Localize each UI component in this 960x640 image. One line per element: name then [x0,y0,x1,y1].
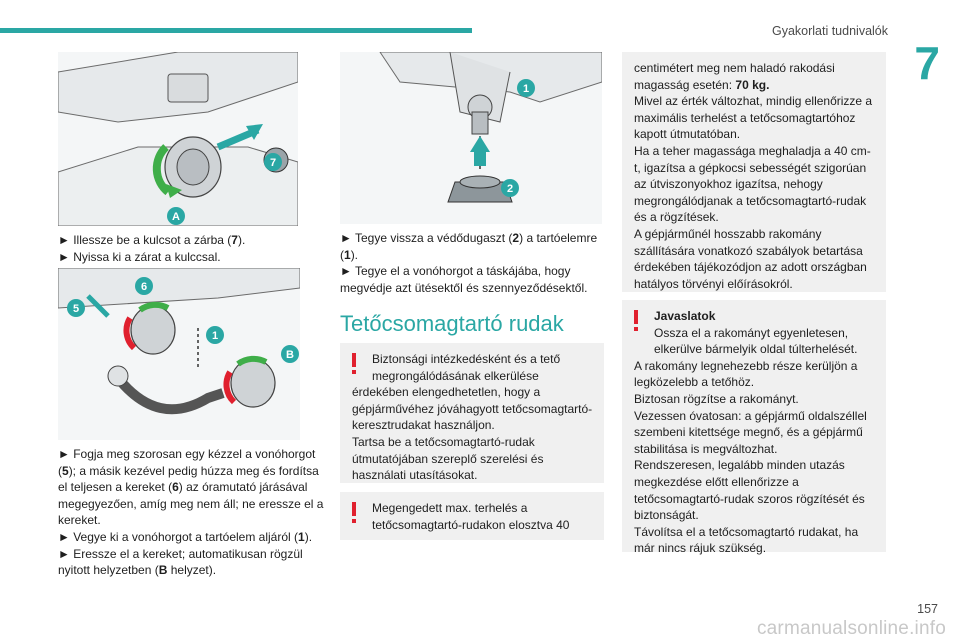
chapter-number: 7 [914,37,940,89]
column-1-steps-bottom [58,446,324,579]
note-recommendations-heading: Javaslatok [654,309,716,323]
note-safety-text: érdekében elengedhetetlen, hogy a gépjárművéhez jóváhagyott tetőcsomagtartó-keresztrudakat használjon. [352,385,593,433]
note-max-load-paragraph-4: A gépjárműnél hosszabb rakomány szállítására vonatkozó szabályok betartása érdekében tájékozódjon az adott országban hatályos törvényi előírásokról. [634,226,867,291]
column-2-steps [340,230,606,296]
callout-B-label: B [286,349,294,361]
figure-towbar-removal-illustration [58,268,300,440]
step-hold-towbar: ► Fogja meg szorosan egy kézzel a vonóhorgot (5); a másik kezével pedig húzza meg és fordítsa el teljesen a kereket (6) az óramutató járásával megegyezően, amíg meg nem áll; ne eressze el a kereket. [58,447,324,528]
page-number: 157 [917,602,938,616]
warning-note-recommendations [622,300,886,556]
callout-5-label: 5 [72,303,80,315]
callout-1-label-fig3: 1 [522,83,530,95]
note-max-load-text: Megengedett max. terhelés a tetőcsomagtartó-rudakon elosztva 40 [372,501,570,532]
header-accent-bar [0,28,472,33]
figure-towbar-removal [58,268,300,440]
step-release-wheel: ► Eressze el a kereket; automatikusan rögzül nyitott helyzetben (B helyzet). [58,546,303,578]
note-recommendations-p5: Rendszeresen, legalább minden utazás megkezdése előtt ellenőrizze a tetőcsomagtartó-rudak szoros rögzítését és biztonságát. [634,458,865,523]
note-safety-paragraph-2: Tartsa be a tetőcsomagtartó-rudak útmutatójában szereplő szerelési és használati utasításokat. [352,434,544,483]
callout-1-label: 1 [211,330,219,342]
step-store-towbar: ► Tegye el a vonóhorgot a táskájába, hogy megvédje azt ütésektől és szennyeződésektől. [340,264,588,295]
header-title: Gyakorlati tudnivalók [771,24,888,38]
note-max-load-value: centimétert meg nem haladó rakodási magasság esetén: 70 kg. [634,61,835,92]
step-remove-towbar: ► Vegye ki a vonóhorgot a tartóelem aljáról (1). [58,529,313,544]
step-open-lock: ► Nyissa ki a zárat a kulccsal. [58,249,221,264]
step-insert-key: ► Illessze be a kulcsot a zárba (7). [58,233,246,247]
callout-6-label: 6 [140,281,148,293]
section-title-roof-bars: Tetőcsomagtartó rudak [340,311,564,336]
callout-2-label: 2 [506,183,514,195]
warning-note-max-load [340,492,604,540]
callout-A-label: A [172,211,180,223]
note-recommendations-p3: Biztosan rögzítse a rakományt. [634,391,799,406]
warning-note-safety [340,343,604,483]
callout-7-label: 7 [269,157,277,169]
note-recommendations-p1: Ossza el a rakományt egyenletesen, elkerülve bármelyik oldal túlterhelését. [654,325,858,357]
figure-key-lock [58,52,298,226]
figure-key-lock-illustration [58,52,298,226]
figure-protective-cap-illustration [340,52,602,224]
note-max-load-paragraph-3: Ha a teher magassága meghaladja a 40 cm-t, igazítsa a gépkocsi sebességét szigorúan az útviszonyokhoz igazítsa, nehogy megrongálódjanak a tetőcsomagtartó-rudak és a rögzítések. [634,143,871,225]
note-recommendations-p2: A rakomány legnehezebb része kerüljön a legközelebb a tetőhöz. [634,358,858,390]
exclamation-warning-icon [350,353,358,375]
exclamation-warning-icon [632,310,640,332]
note-max-load-paragraph-2: Mivel az érték változhat, mindig ellenőrizze a maximális terhelést a tetőcsomagtartóhoz kapott útmutatóban. [634,94,873,142]
watermark: carmanualsonline.info [756,618,946,639]
figure-protective-cap [340,52,602,224]
note-max-load-continued [622,52,886,292]
exclamation-warning-icon [350,502,358,524]
note-recommendations-p4: Vezessen óvatosan: a gépjármű oldalszéllel szembeni kitettsége megnő, és a gépjármű stabilitása is megváltozhat. [634,408,867,456]
column-1-steps-top [58,232,318,265]
note-safety-first-line: Biztonsági intézkedésként és a tető megrongálódásának elkerülése [372,352,561,383]
note-recommendations-p6: Távolítsa el a tetőcsomagtartó rudakat, ha már nincs rájuk szükség. [634,524,859,556]
step-refit-cap: ► Tegye vissza a védődugaszt (2) a tartóelemre (1). [340,231,598,262]
